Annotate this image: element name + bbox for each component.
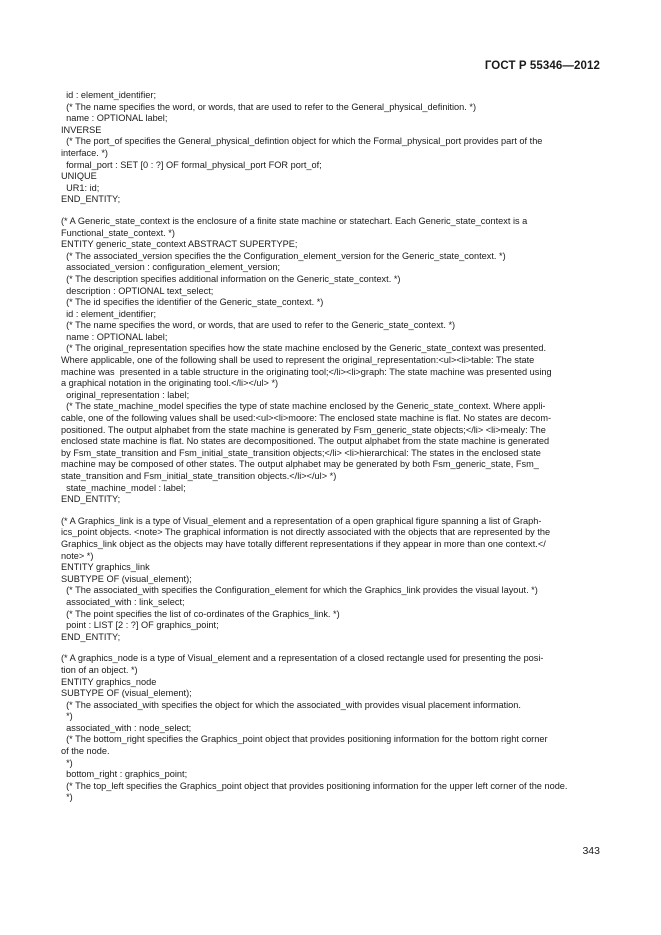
body-line: ENTITY generic_state_context ABSTRACT SUPERTYPE; bbox=[61, 239, 298, 250]
body-line: associated_with : link_select; bbox=[61, 596, 185, 607]
body-line: *) bbox=[61, 792, 73, 803]
document-body bbox=[61, 90, 599, 804]
body-line: (* A graphics_node is a type of Visual_element and a representation of a closed rectangle used for presenting the posi- bbox=[61, 653, 544, 664]
body-line: machine was presented in a table structure in the originating tool;</li><li>graph: The state machine was presented using bbox=[61, 366, 552, 377]
body-line: tion of an object. *) bbox=[61, 664, 138, 675]
body-line: cable, one of the following values shall be used:<ul><li>moore: The enclosed state machine is flat. No states are decom- bbox=[61, 413, 552, 424]
body-line: (* The associated_with specifies the object for which the associated_with provides visual placement information. bbox=[61, 699, 521, 710]
body-line: bottom_right : graphics_point; bbox=[61, 769, 188, 780]
body-line: END_ENTITY; bbox=[61, 494, 121, 505]
body-line: SUBTYPE OF (visual_element); bbox=[61, 688, 192, 699]
body-line: END_ENTITY; bbox=[61, 631, 121, 642]
body-line: (* A Generic_state_context is the enclosure of a finite state machine or statechart. Each Generic_state_context is a bbox=[61, 215, 528, 226]
paragraph-spacer bbox=[61, 643, 599, 653]
body-line: (* The associated_with specifies the Configuration_element for which the Graphics_link provides the visual layout. *) bbox=[61, 585, 538, 596]
body-line: state_transition and Fsm_initial_state_transition objects.</li></ul> *) bbox=[61, 471, 337, 481]
body-line: a graphical notation in the originating tool.</li></ul> *) bbox=[61, 378, 279, 389]
standard-code-header: ГОСТ Р 55346—2012 bbox=[484, 60, 600, 72]
body-line: original_representation : label; bbox=[61, 389, 190, 400]
body-line: *) bbox=[61, 711, 73, 722]
body-line: UNIQUE bbox=[61, 171, 97, 182]
body-line: enclosed state machine is flat. No states are decompositioned. The output alphabet from the state machine is generated bbox=[61, 436, 550, 447]
body-line: UR1: id; bbox=[61, 182, 100, 193]
body-line: Graphics_link object as the objects may have totally different representations if they appear in more than one context.</ bbox=[61, 538, 546, 549]
body-line: Functional_state_context. *) bbox=[61, 227, 175, 238]
body-line: by Fsm_state_transition and Fsm_initial_state_transition objects;</li> <li>hierarchical: The states in the enclosed state bbox=[61, 447, 541, 458]
body-line: (* The top_left specifies the Graphics_point object that provides positioning information for the upper left corner of the node. bbox=[61, 780, 568, 791]
body-line: point : LIST [2 : ?] OF graphics_point; bbox=[61, 620, 219, 631]
body-line: (* The associated_version specifies the the Configuration_element_version for the Generic_state_context. *) bbox=[61, 250, 506, 261]
paragraph-spacer bbox=[61, 506, 599, 516]
body-line: Where applicable, one of the following shall be used to represent the original_representation:<ul><li>table: The state bbox=[61, 355, 535, 366]
body-line: (* The original_representation specifies how the state machine enclosed by the Generic_state_context was presented. bbox=[61, 343, 547, 354]
body-line: state_machine_model : label; bbox=[61, 482, 186, 493]
body-line: name : OPTIONAL label; bbox=[61, 113, 168, 124]
body-line: END_ENTITY; bbox=[61, 194, 121, 205]
body-line: *) bbox=[61, 757, 73, 768]
body-line: (* The point specifies the list of co-ordinates of the Graphics_link. *) bbox=[61, 608, 340, 619]
body-line: ics_point objects. <note> The graphical information is not directly associated with the objects that are represented by the bbox=[61, 527, 551, 538]
body-line: machine may be composed of other states. The output alphabet may be generated by both Fsm_generic_state, Fsm_ bbox=[61, 459, 539, 470]
body-line: (* The name specifies the word, or words, that are used to refer to the General_physical_definition. *) bbox=[61, 101, 477, 112]
body-line: (* The description specifies additional information on the Generic_state_context. *) bbox=[61, 273, 401, 284]
body-line: (* The port_of specifies the General_physical_defintion object for which the Formal_physical_port provides part of the bbox=[61, 136, 543, 147]
body-line: INVERSE bbox=[61, 124, 102, 135]
paragraph-spacer bbox=[61, 206, 599, 216]
body-line: (* The name specifies the word, or words, that are used to refer to the Generic_state_context. *) bbox=[61, 320, 456, 331]
body-line: ENTITY graphics_node bbox=[61, 676, 157, 687]
body-line: id : element_identifier; bbox=[61, 90, 156, 100]
body-line: name : OPTIONAL label; bbox=[61, 331, 168, 342]
body-line: description : OPTIONAL text_select; bbox=[61, 285, 214, 296]
body-line: formal_port : SET [0 : ?] OF formal_physical_port FOR port_of; bbox=[61, 159, 322, 170]
body-line: SUBTYPE OF (visual_element); bbox=[61, 573, 192, 584]
body-line: associated_with : node_select; bbox=[61, 722, 192, 733]
body-line: positioned. The output alphabet from the state machine is generated by Fsm_generic_state objects;</li> <li>mealy: The bbox=[61, 424, 546, 435]
page-number: 343 bbox=[582, 845, 600, 857]
body-line: ENTITY graphics_link bbox=[61, 562, 150, 573]
body-line: associated_version : configuration_element_version; bbox=[61, 262, 281, 273]
body-line: (* A Graphics_link is a type of Visual_element and a representation of a open graphical figure spanning a list of Graph- bbox=[61, 515, 542, 526]
body-line: of the node. bbox=[61, 746, 110, 757]
body-line: interface. *) bbox=[61, 147, 108, 158]
body-line: (* The id specifies the identifier of the Generic_state_context. *) bbox=[61, 297, 324, 308]
body-line: note> *) bbox=[61, 550, 94, 561]
body-line: (* The bottom_right specifies the Graphics_point object that provides positioning information for the bottom right corner bbox=[61, 734, 548, 745]
body-line: (* The state_machine_model specifies the type of state machine enclosed by the Generic_state_context. Where appli- bbox=[61, 401, 546, 412]
body-line: id : element_identifier; bbox=[61, 308, 156, 319]
